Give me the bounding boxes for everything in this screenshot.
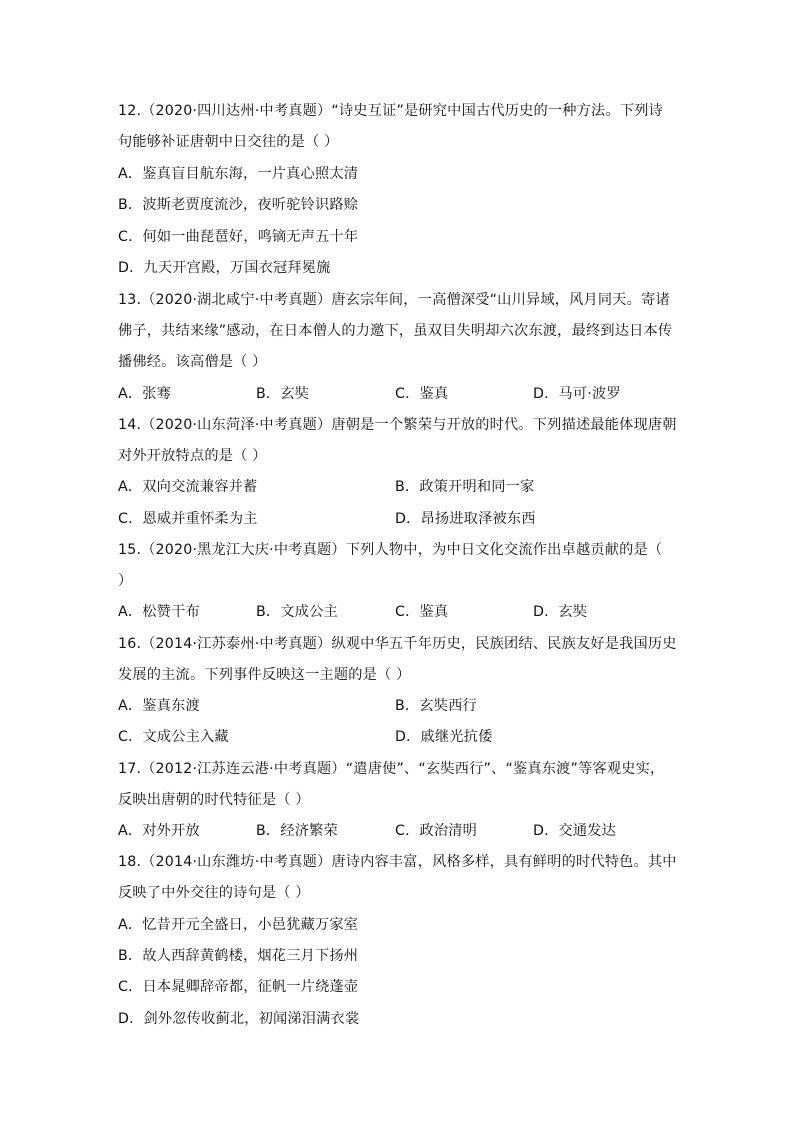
question-16-text-line-2: 发展的主流。下列事件反映这一主题的是（ ） xyxy=(118,667,411,683)
question-16-option-b: B．玄奘西行 xyxy=(395,698,477,714)
question-17-text-line-2: 反映出唐朝的时代特征是（ ） xyxy=(118,792,310,808)
question-14-text-line-1: 14.（2020·山东菏泽·中考真题）唐朝是一个繁荣与开放的时代。下列描述最能体现唐朝 xyxy=(118,417,677,433)
question-13-text-line-1: 13.（2020·湖北咸宁·中考真题）唐玄宗年间，一高僧深受“山川异域，风月同天。寄诸 xyxy=(118,292,670,308)
question-15-option-b: B．文成公主 xyxy=(256,604,338,620)
question-18-option-d: D．剑外忽传收蓟北，初闻涕泪满衣裳 xyxy=(118,1011,360,1027)
question-18-text-line-1: 18.（2014·山东潍坊·中考真题）唐诗内容丰富，风格多样，具有鲜明的时代特色。其中 xyxy=(118,854,677,870)
question-17-option-d: D．交通发达 xyxy=(533,823,617,839)
question-16-text-line-1: 16.（2014·江苏泰州·中考真题）纵观中华五千年历史，民族团结、民族友好是我国历史 xyxy=(118,636,677,652)
question-14-text-line-2: 对外开放特点的是（ ） xyxy=(118,448,267,464)
question-15-option-c: C．鉴真 xyxy=(395,604,449,620)
question-12-option-d: D．九天开宫殿，万国衣冠拜冕旒 xyxy=(118,260,331,276)
question-18-option-b: B．故人西辞黄鹤楼，烟花三月下扬州 xyxy=(118,948,359,964)
question-17-text-line-1: 17.（2012·江苏连云港·中考真题）“遣唐使”、“玄奘西行”、“鉴真东渡”等客观史实， xyxy=(118,761,665,777)
question-16-option-a: A．鉴真东渡 xyxy=(118,698,200,714)
question-12-text-line-1: 12.（2020·四川达州·中考真题）“诗史互证”是研究中国古代历史的一种方法。下列诗 xyxy=(118,103,663,119)
question-17-option-c: C．政治清明 xyxy=(395,823,478,839)
question-14-option-d: D．昂扬进取泽被东西 xyxy=(395,511,536,527)
question-15-option-a: A．松赞干布 xyxy=(118,604,200,620)
question-14-option-b: B．政策开明和同一家 xyxy=(395,479,535,495)
question-13-text-line-3: 播佛经。该高僧是（ ） xyxy=(118,354,267,370)
question-15-text-line-1: 15.（2020·黑龙江大庆·中考真题）下列人物中，为中日文化交流作出卓越贡献的是（ xyxy=(118,542,663,558)
question-18-text-line-2: 反映了中外交往的诗句是（ ） xyxy=(118,885,310,901)
question-13-text-line-2: 佛子，共结来缘”感动，在日本僧人的力邀下，虽双目失明却六次东渡，最终到达日本传 xyxy=(118,323,673,339)
question-15-text-line-2: ） xyxy=(118,573,133,589)
question-16-option-c: C．文成公主入藏 xyxy=(118,729,229,745)
question-16-option-d: D．戚继光抗倭 xyxy=(395,729,493,745)
question-18-option-a: A．忆昔开元全盛日，小邑犹藏万家室 xyxy=(118,917,359,933)
question-12-option-b: B．波斯老贾度流沙，夜听驼铃识路赊 xyxy=(118,197,359,213)
question-13-option-d: D．马可·波罗 xyxy=(533,386,621,402)
question-14-option-a: A．双向交流兼容并蓄 xyxy=(118,479,258,495)
question-18-option-c: C．日本晁卿辞帝都，征帆一片绕蓬壶 xyxy=(118,979,359,995)
question-13-option-a: A．张骞 xyxy=(118,386,172,402)
question-17-option-b: B．经济繁荣 xyxy=(256,823,338,839)
question-13-option-c: C．鉴真 xyxy=(395,386,449,402)
question-15-option-d: D．玄奘 xyxy=(533,604,588,620)
question-13-option-b: B．玄奘 xyxy=(256,386,310,402)
question-12-text-line-2: 句能够补证唐朝中日交往的是（ ） xyxy=(118,134,339,150)
question-17-option-a: A．对外开放 xyxy=(118,823,200,839)
question-12-option-c: C．何如一曲琵琶好，鸣镝无声五十年 xyxy=(118,229,359,245)
question-12-option-a: A．鉴真盲目航东海，一片真心照太清 xyxy=(118,166,359,182)
question-14-option-c: C．恩威并重怀柔为主 xyxy=(118,511,258,527)
